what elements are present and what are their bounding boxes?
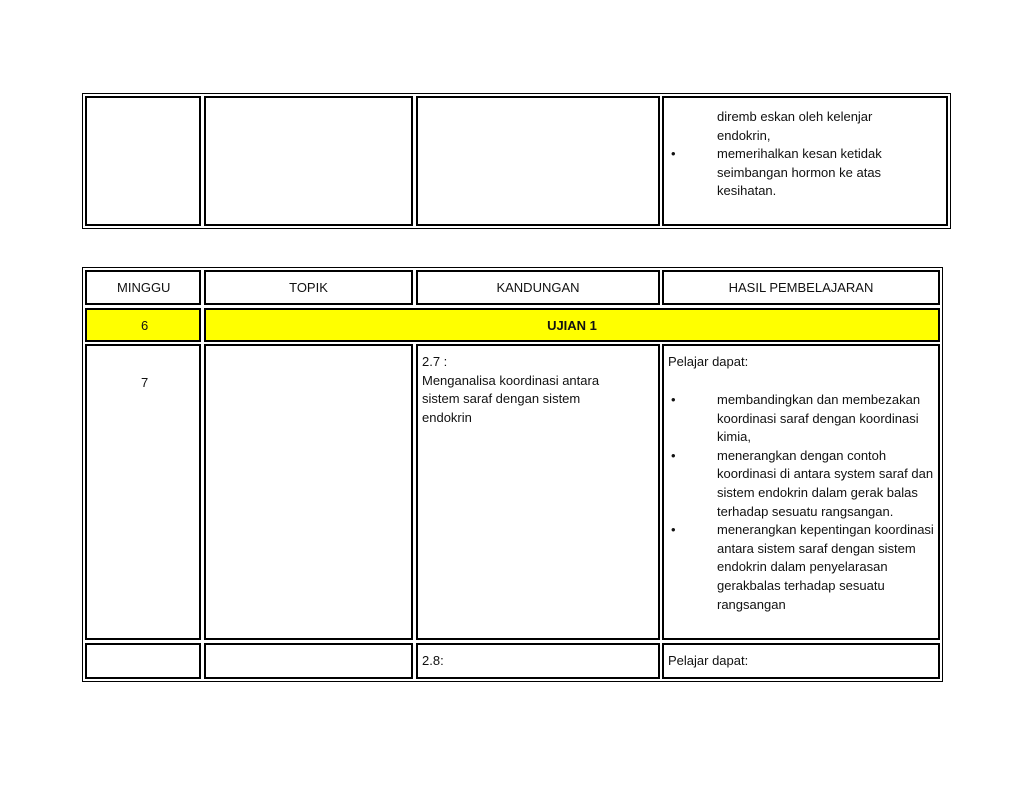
outcome-continuation [665, 108, 915, 127]
header-kandungan [416, 270, 660, 305]
outcome-text: menerangkan dengan contoh koordinasi di antara system saraf dan sistem endokrin dalam gerak balas terhadap sesuatu rangsangan. [717, 447, 934, 519]
outcome-list [665, 391, 935, 614]
header-label: TOPIK [289, 280, 328, 295]
cell-minggu [85, 96, 201, 226]
outcome-item [665, 145, 915, 201]
header-label: KANDUNGAN [496, 280, 580, 295]
continuation-table [82, 93, 951, 229]
outcome-text: membandingkan dan membezakan koordinasi saraf dengan koordinasi kimia, [717, 392, 921, 445]
header-label: MINGGU [117, 280, 171, 295]
row7-week: 7 [141, 375, 149, 390]
header-topik [204, 270, 413, 305]
cell-topik [204, 96, 413, 226]
row7-week-cell [85, 344, 201, 640]
outcome-list [665, 108, 915, 201]
exam-label: UJIAN 1 [547, 317, 597, 333]
content-code: 2.7 : [422, 354, 448, 369]
outcome-text: endokrin, [717, 127, 771, 143]
exam-week: 6 [141, 317, 149, 333]
outcome-intro: Pelajar dapat: [668, 653, 749, 668]
content-text: Menganalisa koordinasi antara sistem saraf dengan sistem endokrin [422, 372, 600, 425]
header-minggu [85, 270, 201, 305]
row8-hasil-cell [662, 643, 940, 679]
row8-kandungan-cell [416, 643, 660, 679]
outcome-text: diremb eskan oleh kelenjar [717, 109, 873, 124]
header-hasil [662, 270, 940, 305]
row7-kandungan-cell [416, 344, 660, 640]
cell-kandungan [416, 96, 660, 226]
content-code: 2.8: [422, 653, 444, 668]
outcome-item [665, 391, 935, 447]
syllabus-table [82, 267, 943, 682]
row8-week-cell [85, 643, 201, 679]
outcome-intro: Pelajar dapat: [668, 354, 749, 369]
exam-label-cell [204, 308, 940, 342]
outcome-text: menerangkan kepentingan koordinasi antara sistem saraf dengan sistem endokrin dalam penyelarasan gerakbalas terhadap sesuatu rangsangan [717, 522, 934, 612]
outcome-continuation [665, 127, 915, 146]
header-label: HASIL PEMBELAJARAN [728, 280, 874, 295]
outcome-item [665, 521, 935, 614]
row7-topik-cell [204, 344, 413, 640]
row7-hasil-cell [662, 344, 940, 640]
cell-hasil [662, 96, 948, 226]
outcome-text: memerihalkan kesan ketidak seimbangan hormon ke atas kesihatan. [717, 146, 882, 199]
row8-topik-cell [204, 643, 413, 679]
exam-week-cell [85, 308, 201, 342]
outcome-item [665, 447, 935, 521]
